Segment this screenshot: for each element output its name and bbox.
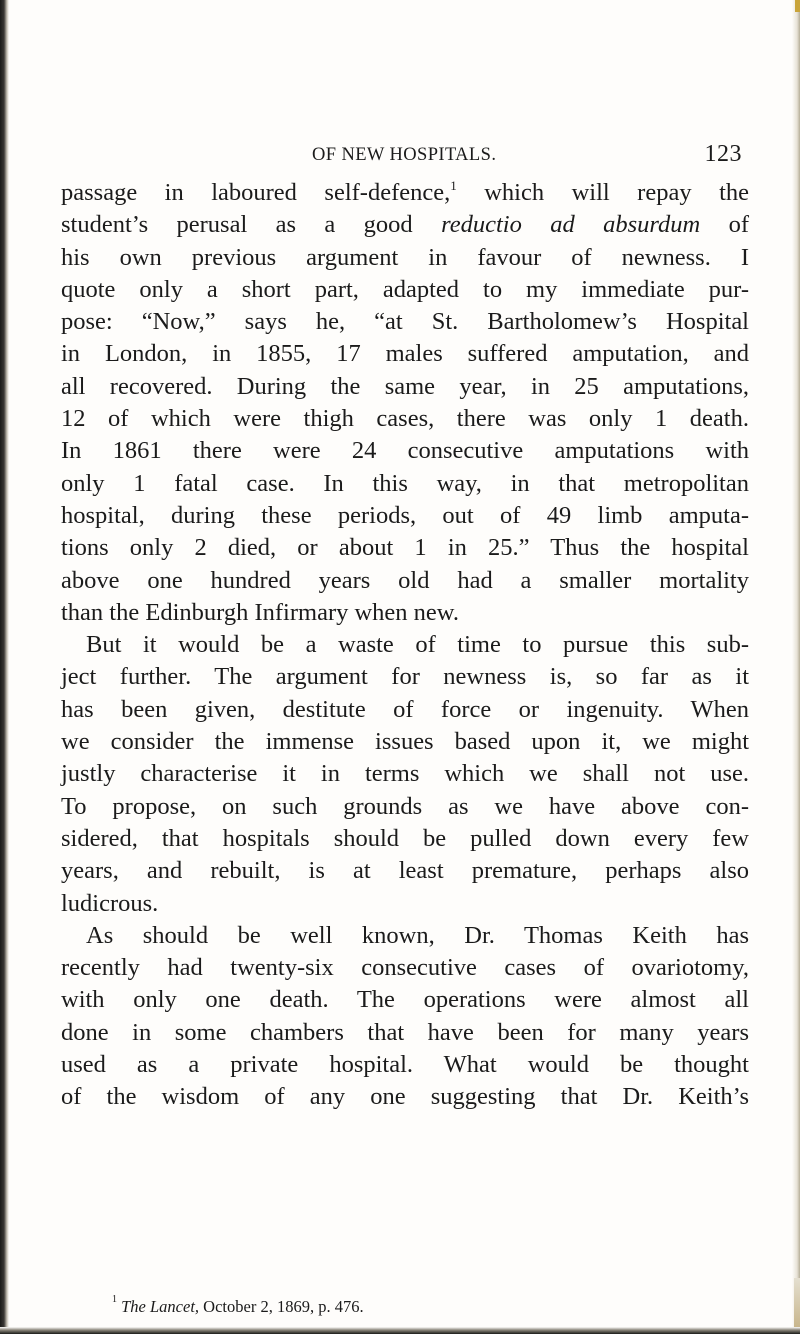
text-line: has been given, destitute of force or ingenuity. When [61, 695, 749, 723]
text-line: with only one death. The operations were almost all [61, 986, 749, 1014]
text-line: pose: “Now,” says he, “at St. Bartholomew’s Hospital [61, 308, 749, 336]
text-line: all recovered. During the same year, in 25 amputations, [61, 372, 749, 400]
text-line: above one hundred years old had a smaller mortality [61, 566, 749, 594]
text-line: tions only 2 died, or about 1 in 25.” Thus the hospital [61, 534, 749, 562]
running-title: OF NEW HOSPITALS. [312, 145, 497, 165]
paragraph-start-line: But it would be a waste of time to pursue this sub- [86, 631, 749, 659]
text-line: used as a private hospital. What would be thought [61, 1051, 749, 1079]
footnote [112, 1294, 364, 1317]
footnote-journal-title: The Lancet, [121, 1297, 200, 1316]
text-line: only 1 fatal case. In this way, in that metropolitan [61, 469, 749, 497]
text-line: ludicrous. [61, 889, 159, 917]
body-text [61, 177, 749, 1114]
text-line: passage in laboured self-defence,$^1$ which will repay the [61, 178, 749, 206]
text-line: sidered, that hospitals should be pulled down every few [61, 824, 749, 852]
text-line: done in some chambers that have been for many years [61, 1018, 749, 1046]
paragraph-start-line: As should be well known, Dr. Thomas Keith has [86, 921, 749, 949]
footnote-marker: 1 [112, 1294, 117, 1305]
footnote-citation: October 2, 1869, p. 476. [199, 1297, 364, 1316]
text-line: years, and rebuilt, is at least premature, perhaps also [61, 857, 749, 885]
text-line: ject further. The argument for newness is, so far as it [61, 663, 749, 691]
latin-phrase: reductio ad absurdum [441, 211, 701, 239]
text-line: of the wisdom of any one suggesting that Dr. Keith’s [61, 1083, 749, 1111]
text-line: justly characterise it in terms which we shall not use. [61, 760, 749, 788]
text-line: in London, in 1855, 17 males suffered amputation, and [61, 340, 749, 368]
text-line: than the Edinburgh Infirmary when new. [61, 598, 460, 626]
text-line: To propose, on such grounds as we have above con- [61, 792, 749, 820]
page-number: 123 [704, 141, 742, 167]
text-line: student’s perusal as a good reductio ad absurdum of [61, 211, 749, 239]
text-line: 12 of which were thigh cases, there was only 1 death. [61, 405, 749, 433]
text-line: recently had twenty-six consecutive cases of ovariotomy, [61, 954, 749, 982]
text-line: hospital, during these periods, out of 49 limb amputa- [61, 501, 749, 529]
text-line: quote only a short part, adapted to my immediate pur- [61, 275, 749, 303]
text-line: In 1861 there were 24 consecutive amputations with [61, 437, 749, 465]
footnote-ref: 1 [450, 178, 457, 193]
text-line: his own previous argument in favour of newness. I [61, 243, 749, 271]
text-line: we consider the immense issues based upon it, we might [61, 728, 749, 756]
